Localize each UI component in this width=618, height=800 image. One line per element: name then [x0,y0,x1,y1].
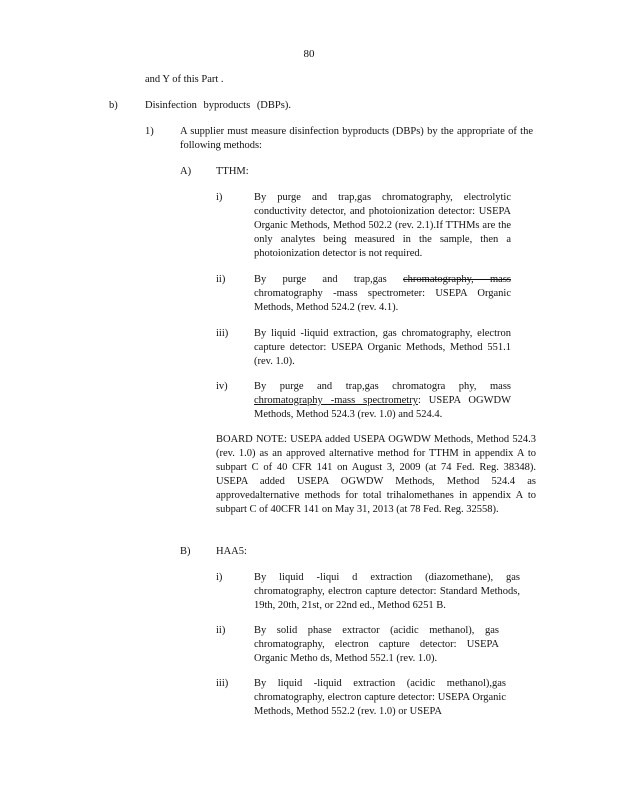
tthm-item-iv-text-a: By purge and trap,gas chromatogra phy, mass [254,381,511,392]
haa5-item-iii-text: By liquid -liquid extraction (acidic methanol),gas chromatography, electron capture detector: USEPA Organic Methods, Method 552.2 (rev. 1.0) or USEPA [254,678,506,717]
tthm-item-iii-text: By liquid -liquid extraction, gas chromatography, electron capture detector: USEPA Organic Methods, Method 551.1 (rev. 1.0). [254,328,511,367]
item-1-marker: 1) [145,126,154,137]
tthm-heading: TTHM: [216,166,249,177]
tthm-item-i-marker: i) [216,192,223,203]
haa5-item-i-marker: i) [216,572,223,583]
tthm-item-ii-text [254,273,511,315]
tthm-item-iii-marker: iii) [216,328,229,339]
item-1-text: A supplier must measure disinfection byproducts (DBPs) by the appropriate of the following methods: [180,126,533,151]
haa5-heading: HAA5: [216,546,247,557]
section-b-marker: b) [109,100,118,111]
board-note: BOARD NOTE: USEPA added USEPA OGWDW Methods, Method 524.3 (rev. 1.0) as an approved alternative method for TTHM in appendix A to subpart C of 40 CFR 141 on August 3, 2009 (at 74 Fed. Reg. 38348). USEPA added USEPA OGWDW Methods, Method 524.4 as approvedalternative methods for total trihalomethanes in appendix A to subpart C of 40CFR 141 on May 31, 2013 (at 78 Fed. Reg. 32558). [216,434,536,515]
tthm-item-ii-text-b: chromatography -mass spectrometer: USEPA Organic Methods, Method 524.2 (rev. 4.1). [254,288,511,313]
tthm-item-i-text: By purge and trap,gas chromatography, electrolytic conductivity detector, and photoionization detector: USEPA Organic Methods, Method 502.2 (rev. 2.1).If TTHMs are the only analytes being measured in the sample, then a photoionization detector is not required. [254,192,511,259]
continuation-line: and Y of this Part . [145,74,224,85]
tthm-item-iv-text [254,380,511,422]
tthm-item-ii-marker: ii) [216,274,226,285]
tthm-item-iv-underlined-text: chromatography -mass spectrometry [254,395,418,406]
tthm-item-ii-struck-text: chromatography, mass [403,274,511,285]
tthm-marker: A) [180,166,192,177]
haa5-item-iii-marker: iii) [216,678,229,689]
tthm-item-iv-text-b: : USEPA OGWDW Methods, Method 524.3 (rev. 1.0) and 524.4. [254,395,512,420]
tthm-item-ii-text-a: By purge and trap,gas [254,274,404,285]
section-b-heading: Disinfection byproducts (DBPs). [145,100,291,111]
haa5-item-ii-marker: ii) [216,625,226,636]
page-number: 80 [303,48,315,60]
haa5-item-ii-text: By solid phase extractor (acidic methanol), gas chromatography, electron capture detector: USEPA Organic Metho ds, Method 552.1 (rev. 1.0). [254,625,499,664]
tthm-item-iv-marker: iv) [216,381,228,392]
haa5-marker: B) [180,546,191,557]
haa5-item-i-text: By liquid -liqui d extraction (diazomethane), gas chromatography, electron capture detector: Standard Methods, 19th, 20th, 21st, or 22nd ed., Method 6251 B. [254,572,520,611]
